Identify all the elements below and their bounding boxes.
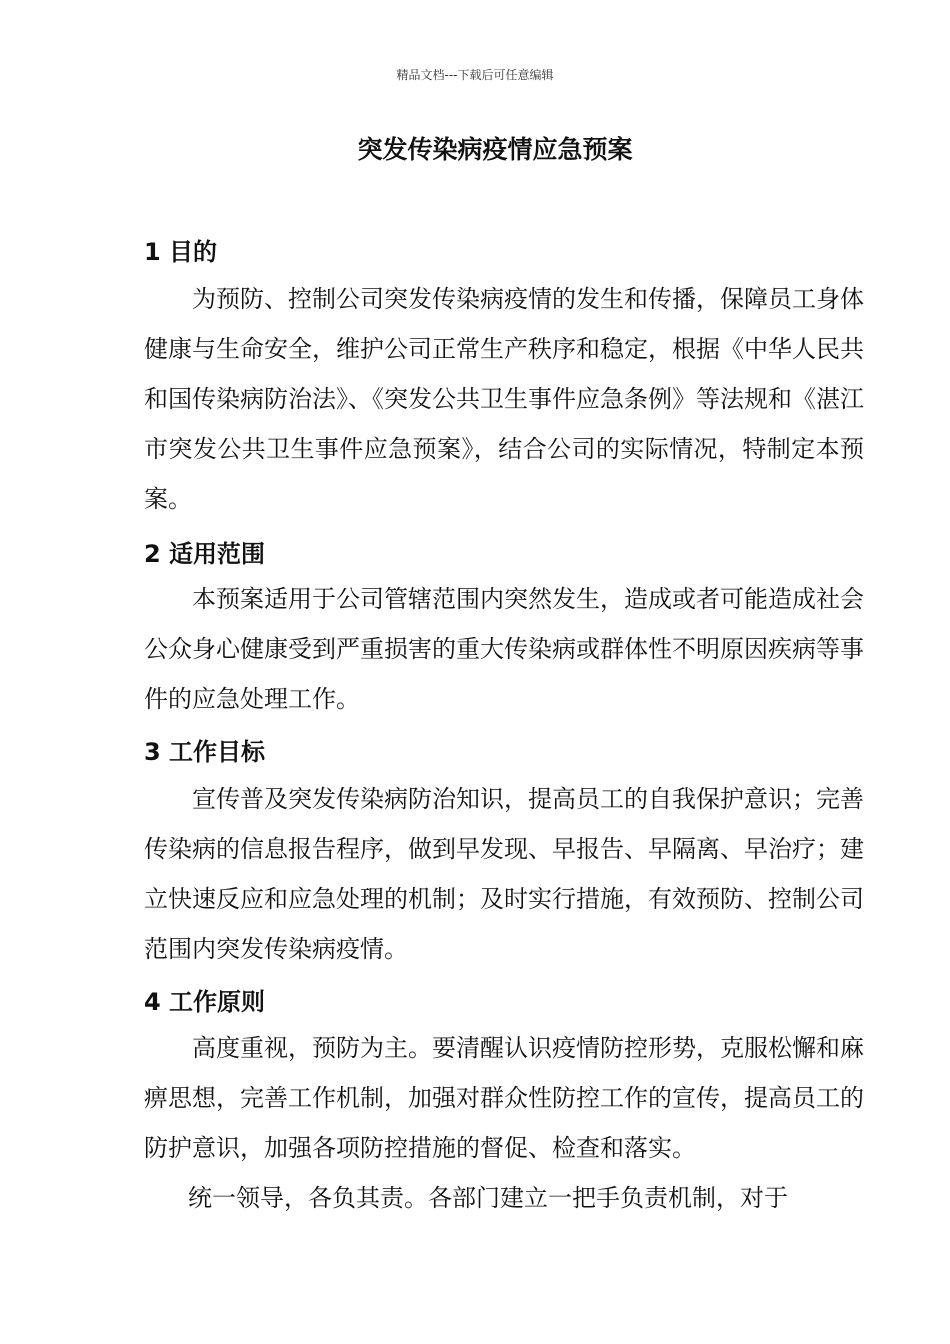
header-note: 精品文档---下载后可任意编辑 xyxy=(396,68,554,82)
document-title: 突发传染病疫情应急预案 xyxy=(357,135,633,164)
paragraph-principles-2: 统一领导，各负其责。各部门建立一把手负责机制，对于 xyxy=(188,1184,788,1212)
paragraph-principles-1: 高度重视，预防为主。要清醒认识疫情防控形势，克服松懈和麻痹思想，完善工作机制，加强对群众性防控工作的宣传，提高员工的防护意识，加强各项防控措施的督促、检查和落实。 xyxy=(144,1034,864,1162)
section-heading-goals: 3 工作目标 xyxy=(144,738,266,766)
paragraph-scope: 本预案适用于公司管辖范围内突然发生，造成或者可能造成社会公众身心健康受到严重损害的重大传染病或群体性不明原因疾病等事件的应急处理工作。 xyxy=(144,585,864,713)
section-heading-purpose: 1 目的 xyxy=(144,238,218,266)
paragraph-purpose: 为预防、控制公司突发传染病疫情的发生和传播，保障员工身体健康与生命安全，维护公司正常生产秩序和稳定，根据《中华人民共和国传染病防治法》、《突发公共卫生事件应急条例》等法规和《湛江市突发公共卫生事件应急预案》，结合公司的实际情况，特制定本预案。 xyxy=(144,285,864,513)
section-heading-principles: 4 工作原则 xyxy=(144,988,266,1016)
section-heading-scope: 2 适用范围 xyxy=(144,540,266,568)
paragraph-goals: 宣传普及突发传染病防治知识，提高员工的自我保护意识；完善传染病的信息报告程序，做到早发现、早报告、早隔离、早治疗；建立快速反应和应急处理的机制；及时实行措施，有效预防、控制公司范围内突发传染病疫情。 xyxy=(144,785,864,963)
